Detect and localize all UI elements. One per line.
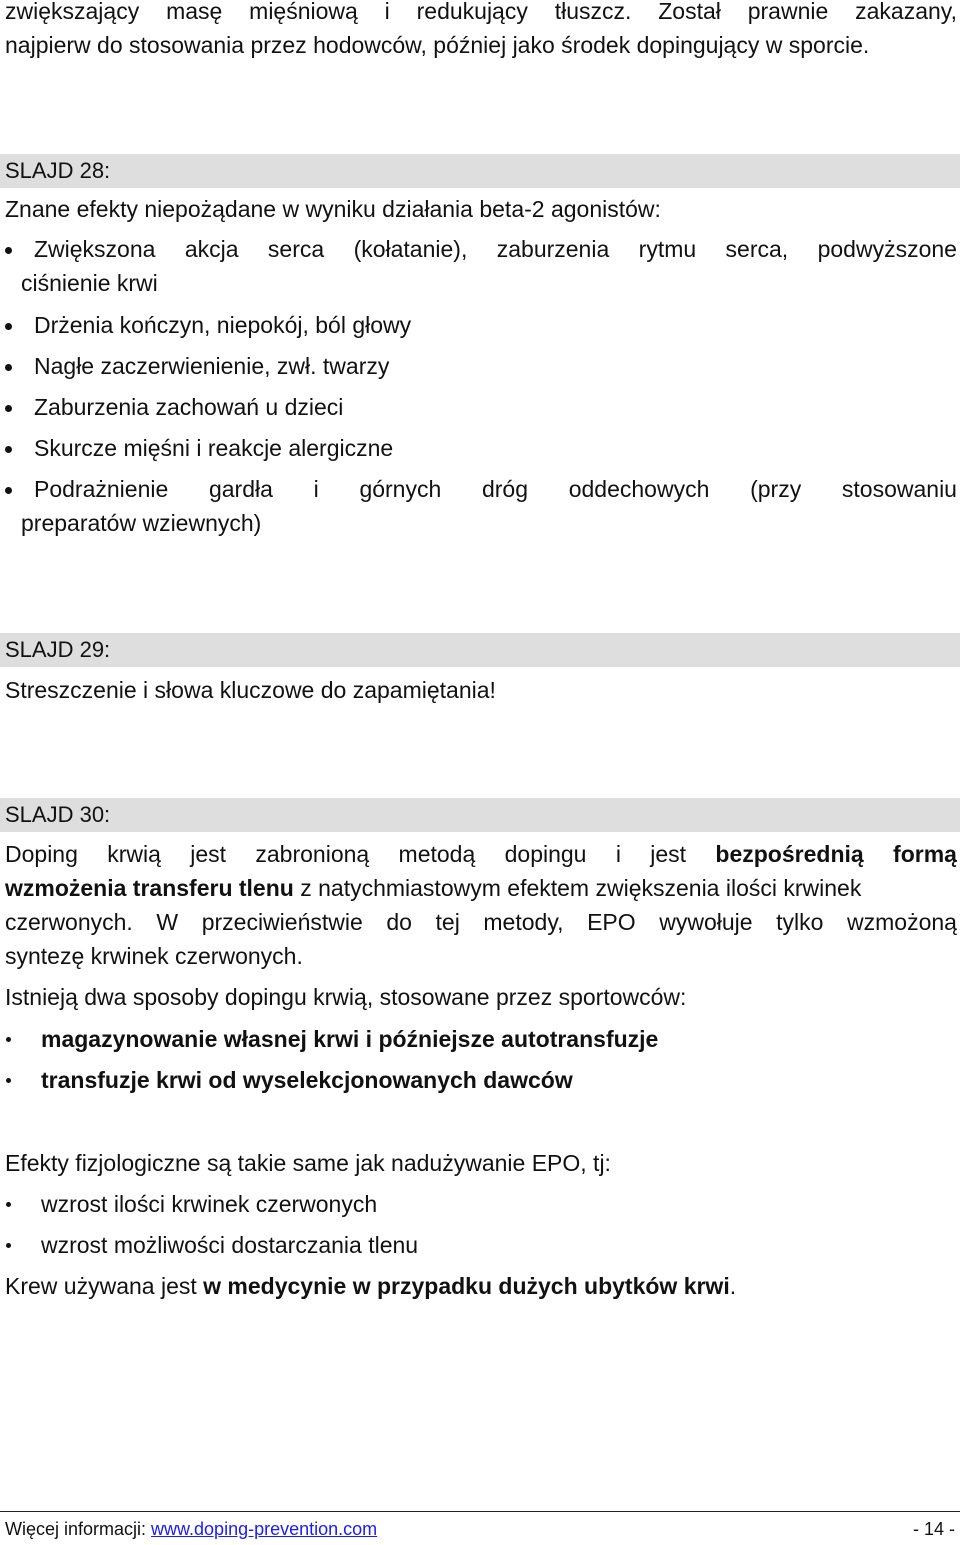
word: stosowaniu	[841, 476, 957, 502]
intro-line-1	[5, 0, 957, 28]
paragraph-line	[5, 837, 957, 871]
sentence-text: Krew używana jest	[5, 1273, 204, 1299]
word: zwiększający	[5, 0, 140, 24]
list-item-text: magazynowanie własnej krwi i późniejsze autotransfuzje	[41, 1026, 659, 1052]
word: serca	[267, 236, 325, 262]
slide-29-header: SLAJD 29:	[0, 633, 960, 667]
slide-28-header: SLAJD 28:	[0, 154, 960, 188]
word: dróg	[481, 476, 529, 502]
effects-lead: Efekty fizjologiczne są takie same jak nadużywanie EPO, tj:	[5, 1150, 611, 1176]
emphasis-text: wzmożenia transferu tlenu	[5, 875, 294, 901]
word: dopingu	[504, 841, 587, 867]
slide-28-bullet-list	[5, 232, 957, 548]
word: do	[386, 909, 412, 935]
word: redukujący	[416, 0, 528, 24]
paragraph-line	[5, 871, 957, 905]
word: rytmu	[638, 236, 697, 262]
methods-lead: Istnieją dwa sposoby dopingu krwią, stosowane przez sportowców:	[5, 984, 687, 1010]
word: oddechowych	[568, 476, 710, 502]
word: akcja	[184, 236, 239, 262]
sentence-text: .	[729, 1273, 737, 1299]
slide-30-header: SLAJD 30:	[0, 798, 960, 832]
bullet-icon	[5, 446, 12, 453]
list-item-text: Drżenia kończyn, niepokój, ból głowy	[34, 312, 412, 338]
paragraph-text: z natychmiastowym efektem zwiększenia ilości krwinek	[300, 875, 862, 901]
word: Doping	[5, 841, 78, 867]
paragraph-line: syntezę krwinek czerwonych.	[5, 943, 303, 969]
bullet-icon	[6, 1202, 11, 1207]
word: tej	[435, 909, 460, 935]
word: zakazany,	[855, 0, 957, 24]
list-item-line	[34, 472, 957, 506]
word: (przy	[750, 476, 802, 502]
slide-30-paragraph	[5, 837, 957, 1014]
word: i	[615, 841, 621, 867]
word: EPO	[587, 909, 636, 935]
list-item	[5, 1187, 957, 1228]
final-sentence	[5, 1269, 957, 1303]
list-item	[5, 308, 957, 349]
emphasis-word: bezpośrednią	[715, 841, 864, 867]
effects-list	[5, 1187, 957, 1269]
list-item-line	[34, 232, 957, 266]
word: W	[156, 909, 179, 935]
word: tłuszcz.	[554, 0, 632, 24]
bullet-icon	[5, 364, 12, 371]
emphasis-word: formą	[893, 841, 957, 867]
word: prawnie	[747, 0, 829, 24]
word: czerwonych.	[5, 909, 133, 935]
word: i	[384, 0, 390, 24]
page-footer	[5, 1513, 955, 1545]
list-item-text: Nagłe zaczerwienienie, zwł. twarzy	[34, 353, 390, 379]
paragraph-line	[5, 905, 957, 939]
intro-line-2: najpierw do stosowania przez hodowców, później jako środek dopingujący w sporcie.	[5, 32, 870, 58]
word: zaburzenia	[496, 236, 610, 262]
bullet-icon	[6, 1037, 11, 1042]
bullet-icon	[6, 1078, 11, 1083]
list-item	[5, 1063, 957, 1104]
word: Zwiększona	[34, 236, 156, 262]
list-item	[5, 1228, 957, 1269]
bullet-icon	[5, 247, 12, 254]
list-item	[5, 390, 957, 431]
list-item-continuation: preparatów wziewnych)	[21, 510, 262, 536]
list-item-text: Skurcze mięśni i reakcje alergiczne	[34, 435, 394, 461]
bullet-icon	[5, 405, 12, 412]
word: krwią	[107, 841, 161, 867]
word: masę	[166, 0, 223, 24]
intro-paragraph	[5, 0, 957, 62]
word: i	[313, 476, 319, 502]
footer-label: Więcej informacji:	[5, 1519, 152, 1539]
word: (kołatanie),	[353, 236, 468, 262]
word: przeciwieństwie	[201, 909, 363, 935]
word: gardła	[208, 476, 273, 502]
emphasis-text: w medycynie w przypadku dużych ubytków krwi	[203, 1273, 730, 1299]
slide-28-lead: Znane efekty niepożądane w wyniku działania beta-2 agonistów:	[5, 196, 661, 222]
word: jest	[190, 841, 227, 867]
list-item-text: wzrost możliwości dostarczania tlenu	[41, 1232, 419, 1258]
bullet-icon	[5, 323, 12, 330]
list-item	[5, 472, 957, 548]
word: tylko	[776, 909, 824, 935]
footer-divider	[0, 1511, 960, 1512]
list-item	[5, 431, 957, 472]
footer-link[interactable]: www.doping-prevention.com	[151, 1519, 378, 1539]
list-item-text: transfuzje krwi od wyselekcjonowanych dawców	[41, 1067, 573, 1093]
list-item	[5, 232, 957, 308]
list-item-continuation: ciśnienie krwi	[21, 270, 158, 296]
word: wzmożoną	[847, 909, 957, 935]
word: metodą	[398, 841, 476, 867]
list-item-text: Zaburzenia zachowań u dzieci	[34, 394, 344, 420]
methods-list	[5, 1022, 957, 1104]
word: Został	[658, 0, 721, 24]
word: wywołuje	[659, 909, 753, 935]
bullet-icon	[6, 1243, 11, 1248]
word: serca,	[725, 236, 789, 262]
word: Podrażnienie	[34, 476, 169, 502]
bullet-icon	[5, 487, 12, 494]
word: podwyższone	[817, 236, 957, 262]
word: górnych	[359, 476, 442, 502]
list-item	[5, 349, 957, 390]
list-item	[5, 1022, 957, 1063]
word: metody,	[483, 909, 564, 935]
page-number: - 14 -	[912, 1519, 955, 1539]
list-item-text: wzrost ilości krwinek czerwonych	[41, 1191, 378, 1217]
word: mięśniową	[249, 0, 358, 24]
word: zabronioną	[255, 841, 370, 867]
slide-29-text: Streszczenie i słowa kluczowe do zapamiętania!	[5, 677, 496, 703]
word: jest	[650, 841, 687, 867]
